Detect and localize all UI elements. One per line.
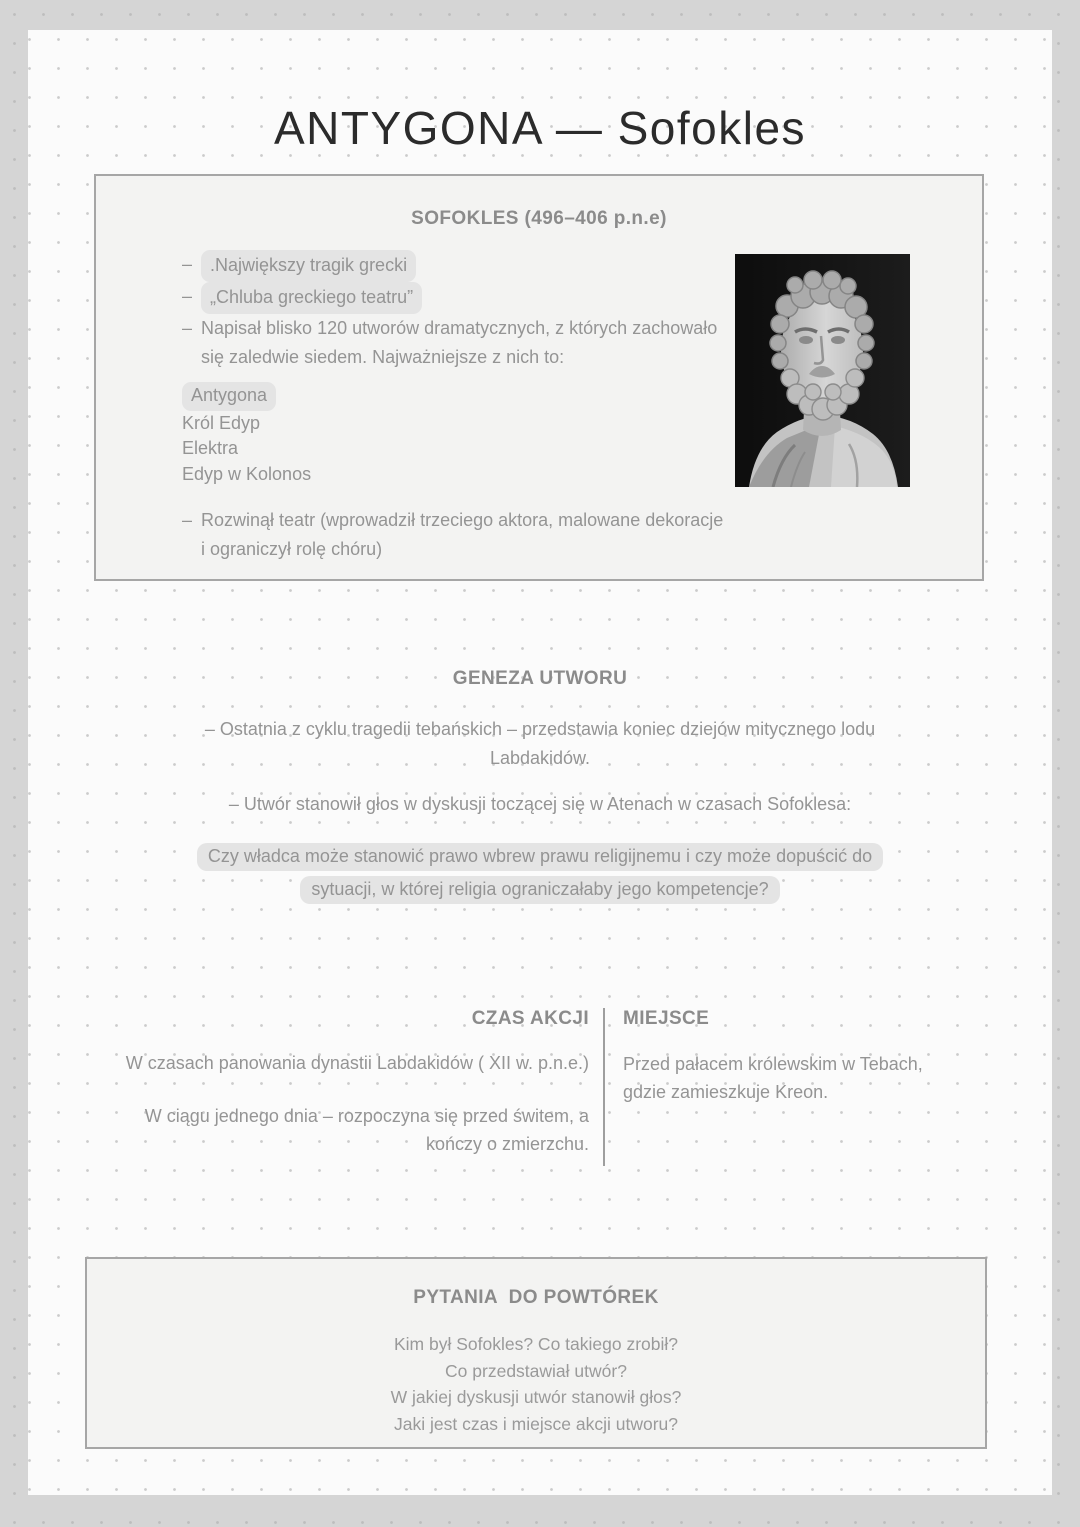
- text-line: W jakiej dyskusji utwór stanowił głos?: [390, 1387, 682, 1407]
- bullet-item: [182, 282, 721, 314]
- geneza-section: [28, 668, 1052, 909]
- bullet-dash: –: [182, 510, 193, 530]
- text-line: Kim był Sofokles? Co takiego zrobił?: [393, 1334, 679, 1354]
- work-item-elektra: Elektra: [182, 438, 239, 458]
- text-line: sytuacji, w której religia ograniczałaby jego kompetencje?: [300, 876, 779, 904]
- bullet-item: [182, 250, 721, 282]
- geneza-heading: GENEZA UTWORU: [452, 668, 628, 689]
- czas-akcji-column: [28, 1008, 603, 1166]
- miejsce-column: [605, 1008, 963, 1166]
- geneza-point: – Utwór stanowił głos w dyskusji toczącej się w Atenach w czasach Sofoklesa:: [228, 794, 852, 814]
- bullet-dash: –: [182, 286, 193, 306]
- text-line: Czy władca może stanowić prawo wbrew prawu religijnemu i czy może dopuścić do: [197, 843, 883, 871]
- works-list: [182, 382, 311, 487]
- czas-paragraph: W ciągu jednego dnia – rozpoczyna się przed świtem, a kończy o zmierzchu.: [144, 1106, 589, 1154]
- notebook-page: [28, 30, 1052, 1495]
- work-item-antygona: Antygona: [182, 382, 276, 411]
- miejsce-heading: MIEJSCE: [623, 1008, 710, 1029]
- bullet-item: [182, 314, 721, 372]
- bullet-text: Napisał blisko 120 utworów dramatycznych, z których zachowało się zaledwie siedem. Najważniejsze z nich to:: [201, 318, 718, 367]
- sofokles-info-box: [94, 174, 984, 581]
- page-title: ANTYGONA — Sofokles: [273, 101, 807, 154]
- question-list: [87, 1331, 985, 1437]
- pytania-box: [85, 1257, 987, 1449]
- sofokles-bullet-list: [182, 250, 721, 372]
- text-line: Co przedstawiał utwór?: [445, 1360, 627, 1381]
- czas-paragraph: W czasach panowania dynastii Labdakidów ( XII w. p.n.e.): [125, 1053, 589, 1073]
- discussion-question: [28, 843, 1052, 904]
- sofokles-heading: SOFOKLES (496–406 p.n.e): [411, 208, 667, 229]
- miejsce-paragraph: Przed pałacem królewskim w Tebach, gdzie zamieszkuje Kreon.: [623, 1054, 923, 1102]
- geneza-point: – Ostatnia z cyklu tragedii tebańskich – przedstawia koniec dziejów mitycznego lodu Labdakidów.: [204, 719, 876, 768]
- text-line: Jaki jest czas i miejsce akcji utworu?: [394, 1413, 678, 1434]
- highlighted-fact: „Chluba greckiego teatru”: [201, 282, 422, 314]
- bullet-item: [182, 506, 727, 564]
- bullet-dash: –: [182, 254, 193, 274]
- pytania-heading: PYTANIA DO POWTÓREK: [413, 1287, 659, 1308]
- highlighted-fact: .Największy tragik grecki: [201, 250, 416, 282]
- bullet-dash: –: [182, 318, 193, 338]
- czas-akcji-heading: CZAS AKCJI: [471, 1008, 589, 1029]
- sophocles-bust-image: [735, 254, 910, 487]
- czas-miejsce-section: [28, 1008, 1052, 1166]
- work-item-krol-edyp: Król Edyp: [182, 412, 261, 433]
- work-item-edyp-w-kolonos: Edyp w Kolonos: [182, 463, 312, 484]
- bullet-text: Rozwinął teatr (wprowadził trzeciego aktora, malowane dekoracje i ograniczył rolę chóru): [201, 510, 724, 559]
